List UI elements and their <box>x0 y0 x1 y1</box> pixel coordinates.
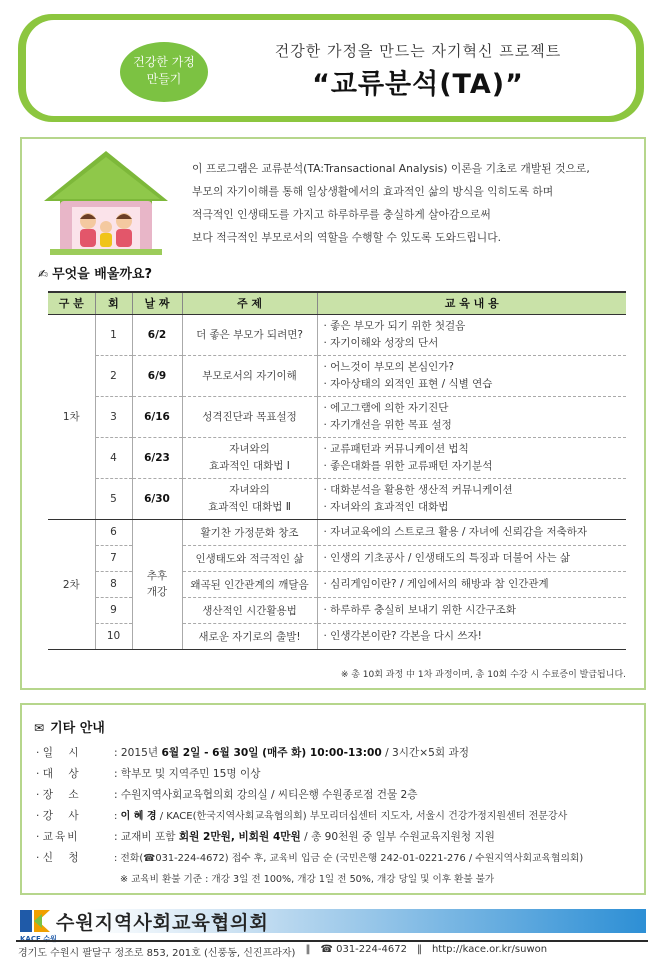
info-row-apply <box>36 848 636 869</box>
session-topic: 생산적인 시간활용법 <box>182 597 317 623</box>
intro-text <box>192 157 632 249</box>
content-line: · 좋은 부모가 되기 위한 첫걸음 <box>323 319 466 332</box>
completion-note: ※ 총 10회 과정 中 1차 과정이며, 총 10회 수강 시 수료증이 발급됩니다. <box>340 670 626 680</box>
topic-line: 효과적인 대화법 Ⅰ <box>209 459 290 472</box>
program-info-box <box>20 137 646 690</box>
info-text: / 총 90천원 중 일부 수원교육지원청 지원 <box>300 831 495 843</box>
session-content <box>317 437 626 478</box>
group-2-date <box>132 519 182 649</box>
session-no: 7 <box>95 545 132 571</box>
content-line: · 자기개선을 위한 목표 설정 <box>323 418 452 431</box>
other-info-list <box>36 743 636 890</box>
info-label: · 강 사 <box>36 806 114 827</box>
col-header-date: 날 짜 <box>132 292 182 314</box>
session-content: · 자녀교육에의 스트로크 활용 / 자녀에 신뢰감을 저축하자 <box>317 519 626 545</box>
info-row-lecturer <box>36 806 636 827</box>
session-content <box>317 355 626 396</box>
content-line: · 좋은대화를 위한 교류패턴 자기분석 <box>323 459 493 472</box>
info-text: : 교재비 포함 <box>114 831 179 843</box>
content-line: · 교류패턴과 커뮤니케이션 법칙 <box>323 442 469 455</box>
table-row <box>48 478 626 519</box>
info-label: · 일 시 <box>36 743 114 764</box>
info-row-fee <box>36 827 636 848</box>
header-subtitle: 건강한 가정을 만드는 자기혁신 프로젝트 <box>274 42 562 60</box>
content-line: · 에고그램에 의한 자기진단 <box>323 401 449 414</box>
group-2-cell: 2차 <box>48 519 95 649</box>
session-topic: 활기찬 가정문화 창조 <box>182 519 317 545</box>
info-value <box>114 806 567 827</box>
session-topic: 왜곡된 인간관계의 깨달음 <box>182 571 317 597</box>
session-no: 1 <box>95 314 132 355</box>
kace-logo-icon <box>18 906 52 936</box>
topic-line: 부모로서의 자기이해 <box>202 370 297 382</box>
session-content: · 하루하루 충실히 보내기 위한 시간구조화 <box>317 597 626 623</box>
kace-logo-text: KACE 수원 <box>20 935 57 943</box>
session-topic <box>182 314 317 355</box>
session-date: 6/9 <box>132 355 182 396</box>
topic-line: 성격진단과 목표설정 <box>202 411 297 423</box>
refund-policy: ※ 교육비 환불 기준 : 개강 3일 전 100%, 개강 1일 전 50%, 개강 당일 및 이후 환불 불가 <box>120 874 495 885</box>
session-no: 2 <box>95 355 132 396</box>
session-content: · 심리게임이란? / 게임에서의 해방과 참 인간관계 <box>317 571 626 597</box>
session-date: 6/16 <box>132 396 182 437</box>
table-row <box>48 355 626 396</box>
session-content <box>317 396 626 437</box>
topic-line: 자녀와의 <box>229 442 270 455</box>
session-topic: 새로운 자기로의 출발! <box>182 623 317 649</box>
session-content: · 인생각본이란? 각본을 다시 쓰자! <box>317 623 626 649</box>
table-header-row <box>48 292 626 314</box>
organization-name: 수원지역사회교육협의회 <box>56 912 269 934</box>
info-value: : 수원지역사회교육협의회 강의실 / 씨티은행 수원종로점 건물 2층 <box>114 789 418 801</box>
other-info-title: 기타 안내 <box>50 721 105 736</box>
envelope-icon: ✉ <box>34 721 45 735</box>
footer-url[interactable]: http://kace.or.kr/suwon <box>431 944 548 955</box>
session-topic <box>182 396 317 437</box>
info-bold: 이 혜 경 <box>120 811 157 822</box>
session-date: 6/30 <box>132 478 182 519</box>
session-content <box>317 478 626 519</box>
badge-line2: 만들기 <box>146 72 182 86</box>
session-no: 5 <box>95 478 132 519</box>
content-line: · 대화분석을 활용한 생산적 커뮤니케이션 <box>323 483 513 496</box>
content-line: · 어느것이 부모의 본심인가? <box>323 360 454 373</box>
table-row <box>48 519 626 545</box>
pen-icon: ✍ <box>38 267 49 281</box>
other-info-heading <box>34 717 105 736</box>
session-no: 6 <box>95 519 132 545</box>
info-bold: 6월 2일 - 6월 30일 (매주 화) 10:00-13:00 <box>161 747 382 759</box>
info-text: : <box>114 811 121 822</box>
date-line: 추후 <box>146 570 168 582</box>
info-text: : 2015년 <box>114 747 162 759</box>
session-topic: 인생태도와 적극적인 삶 <box>182 545 317 571</box>
info-text: / 3시간×5회 과정 <box>381 747 469 759</box>
intro-line: 적극적인 인생태도를 가지고 하루하루를 충실하게 살아감으로써 <box>192 208 491 221</box>
session-topic <box>182 437 317 478</box>
session-date: 6/2 <box>132 314 182 355</box>
content-line: · 자기이해와 성장의 단서 <box>323 336 439 349</box>
group-1-cell: 1차 <box>48 314 95 519</box>
footer-phone: ☎ 031-224-4672 <box>320 944 407 955</box>
content-line: · 자녀와의 효과적인 대화법 <box>323 500 449 513</box>
footer-contact <box>18 944 648 959</box>
info-label: · 대 상 <box>36 764 114 785</box>
table-row <box>48 396 626 437</box>
info-label: · 신 청 <box>36 848 114 869</box>
topic-line: 자녀와의 <box>229 483 270 496</box>
session-no: 9 <box>95 597 132 623</box>
content-line: · 자아상태의 외적인 표현 / 식별 연습 <box>323 377 493 390</box>
session-content: · 인생의 기초공사 / 인생태도의 특징과 더불어 사는 삶 <box>317 545 626 571</box>
session-topic <box>182 355 317 396</box>
info-value: : 전화(☎031-224-4672) 접수 후, 교육비 입금 순 (국민은행 242-01-0221-276 / 수원지역사회교육협의회) <box>114 853 584 864</box>
col-header-session: 회 <box>95 292 132 314</box>
topic-line: 효과적인 대화법 Ⅱ <box>208 500 291 513</box>
schedule-table <box>48 291 626 650</box>
family-house-illustration <box>40 149 172 259</box>
curriculum-heading <box>38 263 152 282</box>
col-header-content: 교 육 내 용 <box>317 292 626 314</box>
intro-line: 부모의 자기이해를 통해 일상생활에서의 효과적인 삶의 방식을 익히도록 하며 <box>192 185 554 198</box>
intro-line: 보다 적극적인 부모로서의 역할을 수행할 수 있도록 도와드립니다. <box>192 231 502 244</box>
info-label: · 장 소 <box>36 785 114 806</box>
page-title: “교류분석(TA)” <box>312 69 524 100</box>
info-value <box>114 827 495 848</box>
footer-separator: ‖ <box>416 944 422 955</box>
info-row-target <box>36 764 636 785</box>
session-content <box>317 314 626 355</box>
footer-address: 경기도 수원시 팔달구 정조로 853, 201호 (신풍동, 신진프라자) <box>18 948 296 959</box>
col-header-topic: 주 제 <box>182 292 317 314</box>
intro-line: 이 프로그램은 교류분석(TA:Transactional Analysis) 이론을 기초로 개발된 것으로, <box>192 162 590 175</box>
footer-separator: ‖ <box>305 944 311 955</box>
curriculum-heading-text: 무엇을 배울까요? <box>52 267 153 282</box>
info-row-place <box>36 785 636 806</box>
session-no: 4 <box>95 437 132 478</box>
info-row-schedule <box>36 743 636 764</box>
badge-line1: 건강한 가정 <box>133 55 195 69</box>
footer-divider <box>16 940 648 942</box>
session-no: 10 <box>95 623 132 649</box>
session-topic <box>182 478 317 519</box>
date-line: 개강 <box>146 586 168 598</box>
info-bold: 회원 2만원, 비회원 4만원 <box>178 831 301 843</box>
session-no: 8 <box>95 571 132 597</box>
info-value <box>114 743 469 764</box>
session-date: 6/23 <box>132 437 182 478</box>
other-info-box <box>20 703 646 895</box>
info-value: : 학부모 및 지역주민 15명 이상 <box>114 768 261 780</box>
table-row <box>48 314 626 355</box>
topic-line: 더 좋은 부모가 되려면? <box>196 329 303 341</box>
col-header-group: 구 분 <box>48 292 95 314</box>
info-label: · 교육비 <box>36 827 114 848</box>
program-badge <box>120 42 208 102</box>
session-no: 3 <box>95 396 132 437</box>
info-text: / KACE(한국지역사회교육협의회) 부모리더십센터 지도자, 서울시 건강가정지원센터 전문강사 <box>156 811 568 822</box>
table-row <box>48 437 626 478</box>
